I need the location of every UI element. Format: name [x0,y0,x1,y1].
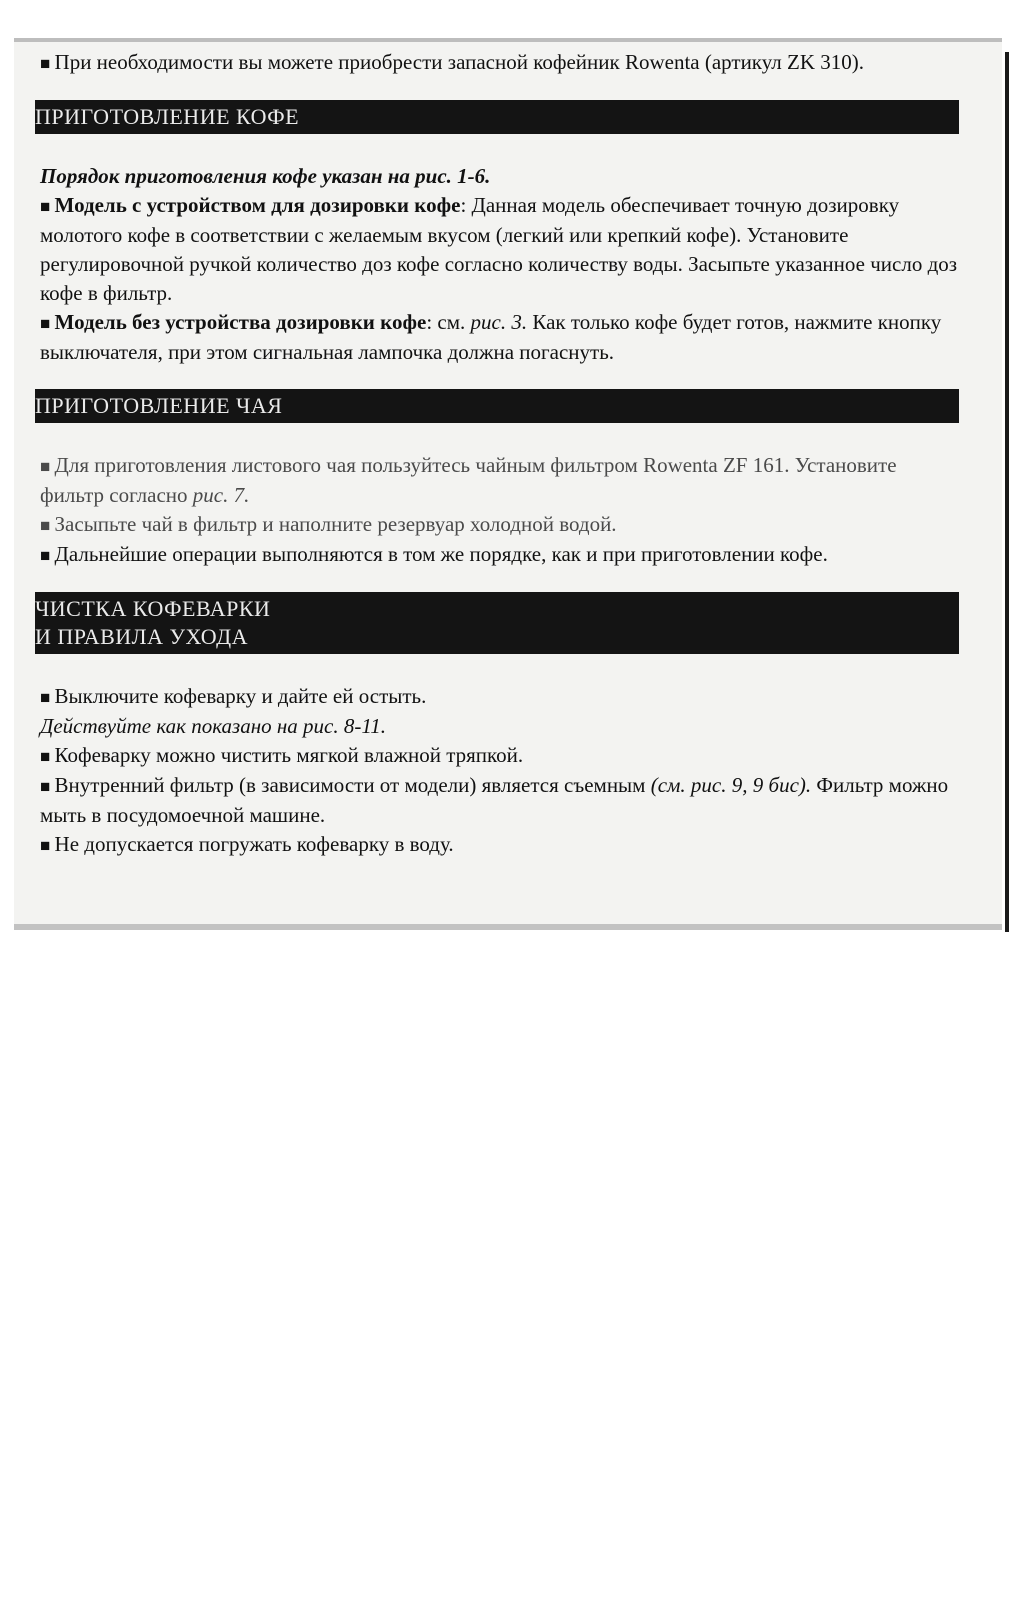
cleaning-cloth-text: Кофеварку можно чистить мягкой влажной тряпкой. [54,743,524,767]
cleaning-filter-figure-ref: (см. рис. 9, 9 бис). [650,773,812,797]
coffee-nodosing-figure-ref: рис. 3. [470,310,528,334]
cleaning-filter-text: Внутренний фильтр (в зависимости от модели) является съемным [54,773,651,797]
coffee-nodosing-label: Модель без устройства дозировки кофе [54,310,427,334]
cleaning-filter-paragraph [40,771,960,830]
tea-further-paragraph [40,540,960,570]
coffee-nodosing-see: : см. [426,310,471,334]
cleaning-switch-off-text: Выключите кофеварку и дайте ей остыть. [54,684,427,708]
tea-fill-text: Засыпьте чай в фильтр и наполните резервуар холодной водой. [54,512,617,536]
coffee-order-note [40,162,960,191]
tea-fill-paragraph [40,510,960,540]
cleaning-no-water-paragraph [40,830,960,860]
page-edge-rule [1005,52,1009,932]
section-heading-cleaning-line1: ЧИСТКА КОФЕВАРКИ [35,596,271,621]
cleaning-note-text: Действуйте как показано на рис. 8-11. [40,714,387,738]
cleaning-switch-off-paragraph [40,682,960,712]
coffee-dosing-text: : Данная модель обеспечивает точную дозировку молотого кофе в соответствии с желаемым вкусом (легкий или крепкий кофе). Установите регулировочной ручкой количество доз кофе согласно количеству воды. Засыпьте указанное число доз кофе в фильтр. [40,193,958,305]
coffee-dosing-paragraph [40,191,960,308]
cleaning-no-water-text: Не допускается погружать кофеварку в воду. [54,832,454,856]
cleaning-cloth-paragraph [40,741,960,771]
coffee-nodosing-paragraph [40,308,960,367]
tea-filter-text: Для приготовления листового чая пользуйтесь чайным фильтром Rowenta ZF 161. Установите фильтр согласно [40,453,897,507]
intro-paragraph [40,48,960,78]
intro-text: При необходимости вы можете приобрести запасной кофейник Rowenta (артикул ZK 310). [54,50,865,74]
cleaning-filter-tail: Фильтр можно мыть в посудомоечной машине. [40,773,949,827]
document-body [35,48,960,860]
section-heading-tea-text: ПРИГОТОВЛЕНИЕ ЧАЯ [35,393,283,418]
cleaning-note [40,712,960,741]
tea-filter-figure-ref: рис. 7. [192,483,250,507]
coffee-nodosing-text: Как только кофе будет готов, нажмите кнопку выключателя, при этом сигнальная лампочка должна погаснуть. [40,310,942,364]
section-heading-cleaning-line2: И ПРАВИЛА УХОДА [35,624,248,649]
tea-further-text: Дальнейшие операции выполняются в том же порядке, как и при приготовлении кофе. [54,542,828,566]
section-heading-cleaning [35,592,959,654]
section-heading-tea [35,389,959,423]
tea-filter-paragraph [40,451,960,510]
section-heading-coffee [35,100,959,134]
coffee-dosing-label: Модель с устройством для дозировки кофе [54,193,461,217]
section-heading-coffee-text: ПРИГОТОВЛЕНИЕ КОФЕ [35,104,300,129]
coffee-order-note-text: Порядок приготовления кофе указан на рис. 1-6. [40,164,491,188]
